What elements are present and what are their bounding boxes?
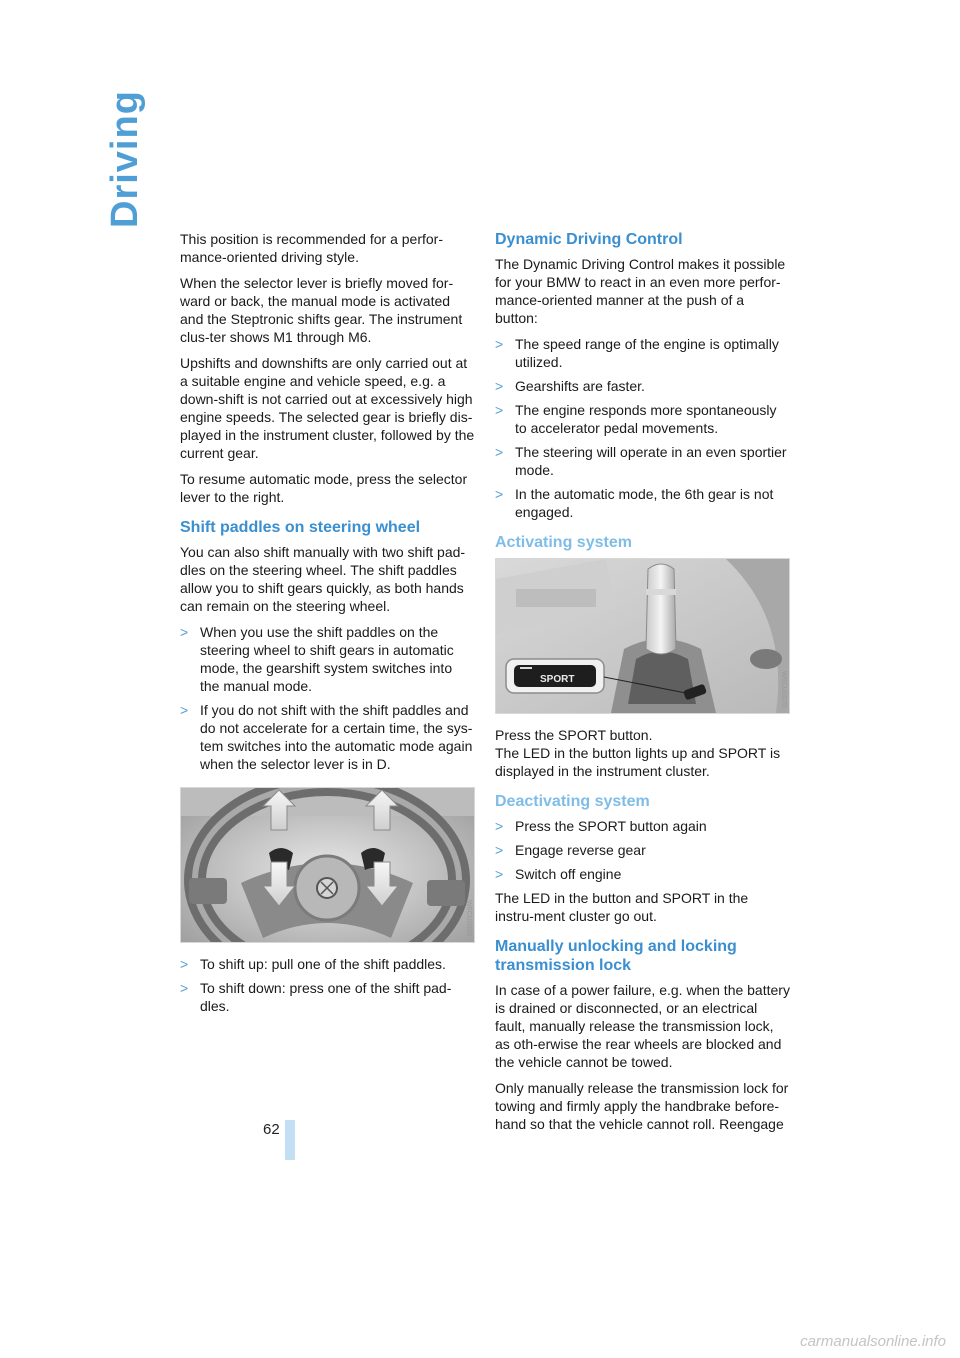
section-title: Driving: [104, 90, 146, 228]
figure-code: W6CU0070: [780, 670, 787, 707]
paragraph: To resume automatic mode, press the selector lever to the right.: [180, 471, 468, 505]
bullet-item: > To shift up: pull one of the shift paddles.: [180, 956, 446, 972]
paragraph: You can also shift manually with two shift pad-dles on the steering wheel. The shift paddles allow you to shift gears quickly, as both hands can remain on the steering wheel.: [180, 544, 466, 614]
bullet-item: > In the automatic mode, the 6th gear is not engaged.: [495, 486, 774, 520]
paragraph: Only manually release the transmission lock for towing and firmly apply the handbrake before-hand so that the vehicle cannot roll. Reengage: [495, 1080, 789, 1132]
gear-selector-illustration: [496, 559, 789, 713]
heading-manual-transmission-lock: Manually unlocking and locking transmission lock: [495, 938, 737, 974]
bullet-marker: >: [495, 818, 504, 834]
bullet-marker: >: [495, 402, 504, 418]
bullet-item: > To shift down: press one of the shift pad-dles.: [180, 980, 452, 1014]
bullet-marker: >: [495, 486, 504, 502]
bullet-marker: >: [180, 702, 189, 718]
paragraph: Press the SPORT button.: [495, 727, 653, 743]
paragraph: The LED in the button lights up and SPORT is displayed in the instrument cluster.: [495, 745, 781, 779]
paragraph: The Dynamic Driving Control makes it possible for your BMW to react in an even more perfor-mance-oriented manner at the push of a button:: [495, 256, 786, 326]
heading-shift-paddles: Shift paddles on steering wheel: [180, 519, 421, 536]
bullet-marker: >: [180, 624, 189, 640]
bullet-item: > The engine responds more spontaneously to accelerator pedal movements.: [495, 402, 777, 436]
sport-button-figure: [495, 558, 790, 714]
heading-activating-system: Activating system: [495, 534, 632, 551]
right-column: [495, 230, 790, 1141]
paragraph: When the selector lever is briefly moved for-ward or back, the manual mode is activated and the Steptronic shifts gear. The instrument clus-ter shows M1 through M6.: [180, 275, 463, 345]
page-marker-bar: [285, 1120, 295, 1160]
watermark: carmanualsonline.info: [800, 1333, 946, 1350]
steering-wheel-illustration: [181, 788, 474, 942]
bullet-marker: >: [495, 378, 504, 394]
paragraph: The LED in the button and SPORT in the instru-ment cluster go out.: [495, 890, 749, 924]
bullet-marker: >: [495, 842, 504, 858]
bullet-item: > The speed range of the engine is optimally utilized.: [495, 336, 779, 370]
bullet-marker: >: [495, 336, 504, 352]
bullet-item: > Engage reverse gear: [495, 842, 646, 858]
bullet-marker: >: [495, 866, 504, 882]
page-number: 62: [263, 1121, 280, 1138]
paragraph: Upshifts and downshifts are only carried out at a suitable engine and vehicle speed, e.g. a down-shift is not carried out at excessively high engine speeds. The selected gear is briefly dis-played in the instrument cluster, followed by the current gear.: [180, 355, 475, 461]
bullet-item: > When you use the shift paddles on the steering wheel to shift gears in automatic mode, the gearshift system switches into the manual mode.: [180, 624, 454, 694]
left-column: [180, 230, 475, 1021]
bullet-item: > Switch off engine: [495, 866, 622, 882]
heading-dynamic-driving-control: Dynamic Driving Control: [495, 231, 683, 248]
sport-label: SPORT: [540, 674, 575, 685]
steering-wheel-figure: [180, 787, 475, 943]
bullet-marker: >: [180, 956, 189, 972]
figure-code: W6CU0060: [465, 899, 472, 936]
bullet-marker: >: [495, 444, 504, 460]
bullet-item: > Gearshifts are faster.: [495, 378, 645, 394]
bullet-marker: >: [180, 980, 189, 996]
bullet-item: > The steering will operate in an even sportier mode.: [495, 444, 787, 478]
heading-deactivating-system: Deactivating system: [495, 793, 650, 810]
bullet-item: > If you do not shift with the shift paddles and do not accelerate for a certain time, the sys-tem switches into the automatic mode again when the selector lever is in D.: [180, 702, 473, 772]
paragraph: This position is recommended for a perfor-mance-oriented driving style.: [180, 231, 443, 265]
bullet-item: > Press the SPORT button again: [495, 818, 707, 834]
paragraph: In case of a power failure, e.g. when the battery is drained or disconnected, or an electrical fault, manually release the transmission lock, as oth-erwise the rear wheels are blocked and the vehicle cannot be towed.: [495, 982, 790, 1070]
